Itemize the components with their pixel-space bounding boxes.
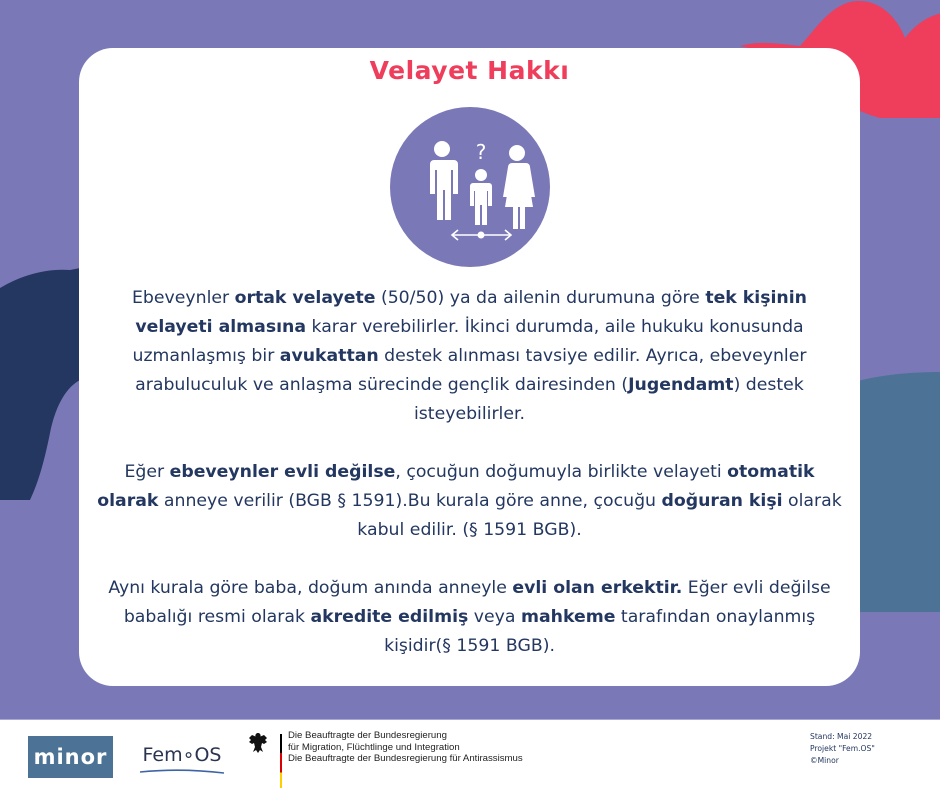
femos-logo-text: Fem∘OS	[142, 744, 222, 766]
footer	[0, 719, 940, 788]
navy-blob	[0, 268, 80, 500]
bold-text: avukattan	[279, 346, 379, 366]
text-span: Ebeveynler	[132, 288, 235, 308]
text-span: Eğer	[124, 462, 170, 482]
bold-text: ebeveynler evli değilse	[169, 462, 396, 482]
text-span: veya	[468, 607, 521, 627]
svg-text:?: ?	[475, 140, 487, 164]
text-span: anneye verilir (BGB § 1591).Bu kurala göre anne, çocuğu	[158, 491, 662, 511]
bold-text: Jugendamt	[628, 375, 734, 395]
gov-line: Die Beauftragte der Bundesregierung	[288, 730, 447, 741]
text-span: karar verebilirler. İkinci durumda, aile hukuku konusunda uzmanlaşmış bir	[132, 317, 804, 366]
german-flag-bar	[280, 734, 282, 788]
bold-text: evli olan erkektir.	[512, 578, 683, 598]
paragraph-father	[91, 574, 848, 661]
text-span: olarak kabul edilir. (§ 1591 BGB).	[357, 491, 842, 540]
body-text	[91, 284, 848, 690]
government-text	[288, 730, 523, 765]
bold-text: tek kişinin velayeti almasına	[135, 288, 807, 337]
bold-text: doğuran kişi	[661, 491, 783, 511]
text-span: , çocuğun doğumuyla birlikte velayeti	[395, 462, 728, 482]
text-span: destek alınması tavsiye edilir. Ayrıca, ebeveynler arabuluculuk ve anlaşma sürecinde gençlik dairesinden (	[135, 346, 807, 395]
credits	[810, 731, 875, 767]
paragraph-unmarried-parents	[91, 458, 848, 545]
bold-text: ortak velayete	[234, 288, 376, 308]
federal-government-logo	[246, 728, 536, 784]
minor-logo: minor	[28, 736, 113, 778]
federal-eagle-icon	[248, 732, 268, 754]
page-title: Velayet Hakkı	[369, 56, 570, 85]
bold-text: mahkeme	[520, 607, 616, 627]
gov-line: für Migration, Flüchtlinge und Integration	[288, 741, 460, 753]
femos-logo	[136, 740, 228, 776]
credit-project: Projekt "Fem.OS"	[810, 744, 875, 753]
credit-date: Stand: Mai 2022	[810, 732, 873, 741]
bold-text: akredite edilmiş	[310, 607, 469, 627]
gov-line: Die Beauftragte der Bundesregierung für Antirassismus	[288, 753, 523, 764]
text-span: tarafından onaylanmış kişidir(§ 1591 BGB).	[384, 607, 816, 656]
swoosh-underline-icon	[140, 769, 224, 774]
credit-copyright: ©Minor	[810, 756, 839, 765]
text-span: ) destek isteyebilirler.	[414, 375, 804, 424]
bold-text: otomatik olarak	[97, 462, 815, 511]
text-span: Eğer evli değilse babalığı resmi olarak	[123, 578, 831, 627]
text-span: Aynı kurala göre baba, doğum anında anneyle	[108, 578, 513, 598]
text-span: (50/50) ya da ailenin durumuna göre	[375, 288, 706, 308]
info-card	[79, 48, 860, 686]
family-custody-icon	[390, 107, 550, 267]
paragraph-joint-custody	[91, 284, 848, 429]
